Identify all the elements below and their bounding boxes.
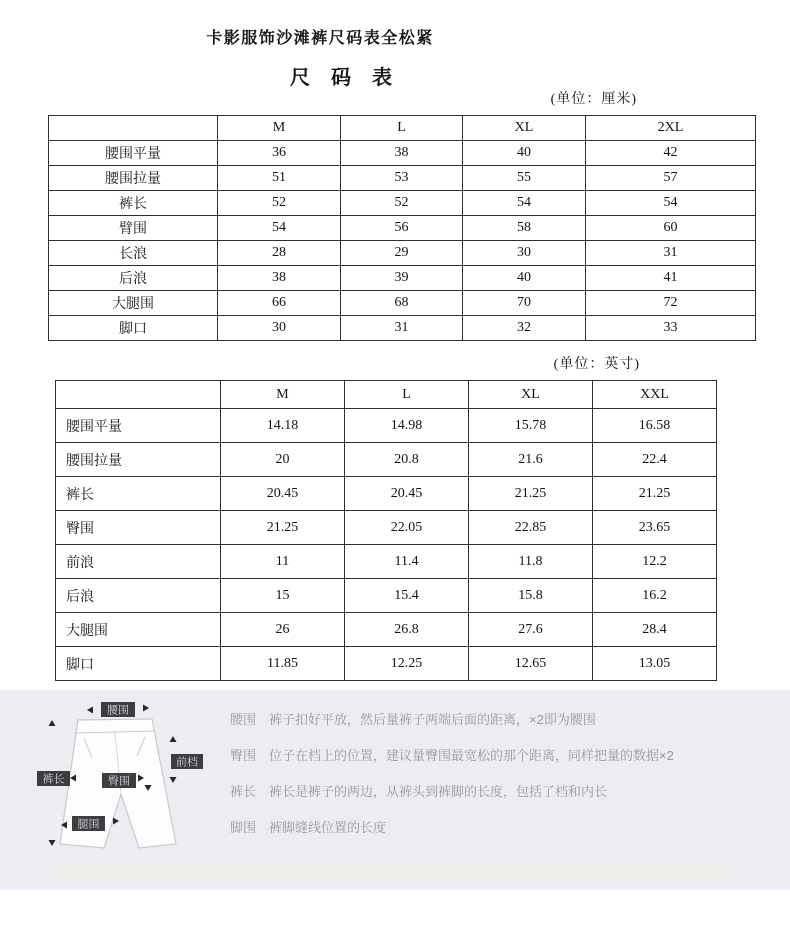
table-row (56, 545, 717, 579)
value-cell: 60 (586, 216, 756, 241)
table-row (49, 291, 756, 316)
unit-label-inch: (单位：英寸) (553, 357, 640, 372)
waist-label-tag (101, 702, 135, 717)
value-cell: 54 (218, 216, 341, 241)
unit-label-cm: (单位：厘米) (550, 92, 637, 107)
size-column-header: 2XL (586, 116, 756, 141)
row-label: 臂围 (49, 216, 218, 241)
value-cell: 51 (218, 166, 341, 191)
row-label: 长浪 (49, 241, 218, 266)
svg-text:腿围: 腿围 (77, 818, 100, 831)
table-row (56, 511, 717, 545)
value-cell: 20.8 (345, 443, 469, 477)
shorts-measurement-diagram (24, 694, 224, 862)
note-definition: 位子在档上的位置，建议量臀围最宽松的那个距离，同样把量的数据×2 (269, 748, 674, 763)
header-row (56, 381, 717, 409)
row-label: 裤长 (49, 191, 218, 216)
note-term: 裤长 (230, 784, 257, 799)
value-cell: 11 (221, 545, 345, 579)
note-waist (230, 702, 674, 738)
note-term: 腰围 (230, 712, 257, 727)
size-column-header: XL (469, 381, 593, 409)
size-column-header: M (218, 116, 341, 141)
value-cell: 26.8 (345, 613, 469, 647)
row-label: 脚口 (49, 316, 218, 341)
value-cell: 21.6 (469, 443, 593, 477)
value-cell: 54 (586, 191, 756, 216)
table-row (49, 141, 756, 166)
svg-text:腰围: 腰围 (107, 704, 129, 717)
hip-label-tag (102, 773, 136, 788)
value-cell: 40 (463, 141, 586, 166)
value-cell: 28 (218, 241, 341, 266)
panel-bottom-strip (55, 866, 731, 879)
value-cell: 30 (218, 316, 341, 341)
front-rise-label-tag (171, 754, 203, 769)
table-row (56, 477, 717, 511)
value-cell: 23.65 (593, 511, 717, 545)
corner-cell (56, 381, 221, 409)
size-column-header: L (341, 116, 463, 141)
row-label: 后浪 (56, 579, 221, 613)
value-cell: 57 (586, 166, 756, 191)
value-cell: 30 (463, 241, 586, 266)
page-title: 卡影服饰沙滩裤尺码表全松紧 (206, 30, 434, 47)
svg-text:裤长: 裤长 (42, 773, 65, 786)
table-row (56, 443, 717, 477)
value-cell: 56 (341, 216, 463, 241)
value-cell: 41 (586, 266, 756, 291)
table-row (49, 216, 756, 241)
table-row (56, 409, 717, 443)
size-column-header: M (221, 381, 345, 409)
table-row (49, 191, 756, 216)
value-cell: 20.45 (221, 477, 345, 511)
row-label: 后浪 (49, 266, 218, 291)
size-table-cm (48, 115, 756, 341)
size-column-header: XL (463, 116, 586, 141)
note-hip (230, 738, 674, 774)
value-cell: 12.25 (345, 647, 469, 681)
value-cell: 32 (463, 316, 586, 341)
value-cell: 58 (463, 216, 586, 241)
table-row (49, 316, 756, 341)
length-arrow-up-icon (49, 720, 56, 726)
note-length (230, 774, 674, 810)
value-cell: 21.25 (593, 477, 717, 511)
value-cell: 16.58 (593, 409, 717, 443)
value-cell: 52 (341, 191, 463, 216)
note-definition: 裤子扣好平放，然后量裤子两端后面的距离，×2即为腰围 (269, 712, 596, 727)
value-cell: 55 (463, 166, 586, 191)
leg-arrow-right-icon (113, 818, 119, 825)
value-cell: 68 (341, 291, 463, 316)
measurement-guide-panel (0, 690, 790, 890)
size-column-header: L (345, 381, 469, 409)
value-cell: 20 (221, 443, 345, 477)
value-cell: 27.6 (469, 613, 593, 647)
value-cell: 11.4 (345, 545, 469, 579)
svg-text:臀围: 臀围 (108, 775, 130, 788)
value-cell: 20.45 (345, 477, 469, 511)
value-cell: 36 (218, 141, 341, 166)
value-cell: 70 (463, 291, 586, 316)
value-cell: 38 (218, 266, 341, 291)
row-label: 臀围 (56, 511, 221, 545)
table-row (49, 266, 756, 291)
note-definition: 裤脚缝线位置的长度 (269, 820, 387, 835)
value-cell: 15.78 (469, 409, 593, 443)
value-cell: 22.4 (593, 443, 717, 477)
note-term: 脚围 (230, 820, 257, 835)
rise-arrow-up-icon (170, 736, 177, 742)
value-cell: 31 (341, 316, 463, 341)
value-cell: 11.85 (221, 647, 345, 681)
value-cell: 38 (341, 141, 463, 166)
leg-label-tag (72, 816, 105, 831)
waist-arrow-left-icon (87, 707, 93, 714)
value-cell: 15 (221, 579, 345, 613)
svg-text:前档: 前档 (176, 756, 198, 769)
measurement-notes (230, 702, 674, 846)
pants-length-label-tag (37, 771, 70, 786)
row-label: 腰围平量 (49, 141, 218, 166)
value-cell: 39 (341, 266, 463, 291)
value-cell: 28.4 (593, 613, 717, 647)
value-cell: 52 (218, 191, 341, 216)
header-row (49, 116, 756, 141)
value-cell: 42 (586, 141, 756, 166)
value-cell: 15.8 (469, 579, 593, 613)
value-cell: 12.65 (469, 647, 593, 681)
table-row (56, 647, 717, 681)
table-row (56, 579, 717, 613)
value-cell: 53 (341, 166, 463, 191)
length-arrow-down-icon (49, 840, 56, 846)
row-label: 脚口 (56, 647, 221, 681)
value-cell: 31 (586, 241, 756, 266)
value-cell: 13.05 (593, 647, 717, 681)
value-cell: 54 (463, 191, 586, 216)
row-label: 大腿围 (49, 291, 218, 316)
table-row (56, 613, 717, 647)
corner-cell (49, 116, 218, 141)
page-subtitle: 尺 码 表 (290, 67, 400, 89)
value-cell: 66 (218, 291, 341, 316)
row-label: 裤长 (56, 477, 221, 511)
row-label: 腰围拉量 (49, 166, 218, 191)
value-cell: 26 (221, 613, 345, 647)
value-cell: 15.4 (345, 579, 469, 613)
value-cell: 21.25 (469, 477, 593, 511)
note-leg-opening (230, 810, 674, 846)
note-term: 臀围 (230, 748, 257, 763)
value-cell: 29 (341, 241, 463, 266)
size-table-inch (55, 380, 717, 681)
value-cell: 40 (463, 266, 586, 291)
value-cell: 16.2 (593, 579, 717, 613)
table-row (49, 241, 756, 266)
note-definition: 裤长是裤子的两边，从裤头到裤脚的长度，包括了档和内长 (269, 784, 608, 799)
waist-arrow-right-icon (143, 705, 149, 712)
row-label: 大腿围 (56, 613, 221, 647)
row-label: 腰围拉量 (56, 443, 221, 477)
rise-arrow-down-icon (170, 777, 177, 783)
value-cell: 11.8 (469, 545, 593, 579)
value-cell: 22.05 (345, 511, 469, 545)
value-cell: 12.2 (593, 545, 717, 579)
value-cell: 21.25 (221, 511, 345, 545)
row-label: 前浪 (56, 545, 221, 579)
table-row (49, 166, 756, 191)
value-cell: 22.85 (469, 511, 593, 545)
value-cell: 14.98 (345, 409, 469, 443)
value-cell: 72 (586, 291, 756, 316)
value-cell: 14.18 (221, 409, 345, 443)
value-cell: 33 (586, 316, 756, 341)
size-column-header: XXL (593, 381, 717, 409)
row-label: 腰围平量 (56, 409, 221, 443)
